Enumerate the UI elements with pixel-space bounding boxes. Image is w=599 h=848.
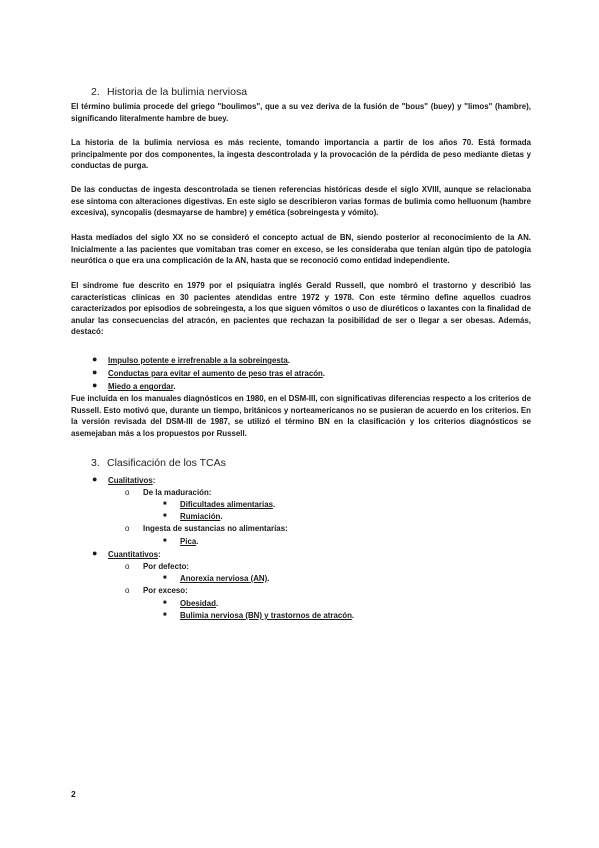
- circle-bullet-icon: o: [125, 586, 130, 595]
- section-3-heading: [91, 457, 226, 469]
- list-item: Bulimia nerviosa (BN) y trastornos de atracón.: [180, 611, 355, 620]
- circle-bullet-icon: o: [125, 562, 130, 571]
- list-item: Cualitativos:: [108, 476, 156, 485]
- bullet-icon: ●: [92, 548, 98, 558]
- list-item: Impulso potente e irrefrenable a la sobreingesta.: [108, 356, 290, 365]
- list-item: Rumiación.: [180, 512, 223, 521]
- section-3-number: 3.: [91, 457, 100, 469]
- square-bullet-icon: ■: [163, 600, 167, 606]
- list-item: Miedo a engordar.: [108, 382, 176, 391]
- section-2-number: 2.: [91, 86, 100, 98]
- bullet-icon: ●: [92, 380, 98, 390]
- paragraph-etymology: El término bulimia procede del griego "boulimos", que a su vez deriva de la fusión de "bous" (buey) y "limos" (hambre), significando literalmente hambre de buey.: [71, 102, 531, 123]
- square-bullet-icon: ■: [163, 538, 167, 544]
- paragraph-russell: El síndrome fue descrito en 1979 por el psiquiatra inglés Gerald Russell, que nombró el trastorno y describió las características clínicas en 30 pacientes atendidas entre 1972 y 1978. Con este término define aquellos cuadros caracterizados por episodios de sobreingesta, a los que siguen vómitos o uso de diuréticos o laxantes con la finalidad de anular las consecuencias del atracón, en pacientes que rechazan la posibilidad de ser o llegar a ser obesas. Además, destacó:: [71, 281, 531, 337]
- bullet-icon: ●: [92, 367, 98, 377]
- list-item: De la maduración:: [143, 488, 212, 497]
- circle-bullet-icon: o: [125, 524, 130, 533]
- list-item: Obesidad.: [180, 599, 219, 608]
- list-item: Pica.: [180, 537, 199, 546]
- square-bullet-icon: ■: [163, 575, 167, 581]
- paragraph-xviii-century: De las conductas de ingesta descontrolada se tienen referencias históricas desde el siglo XVIII, aunque se relacionaba ese síntoma con alteraciones digestivas. En este siglo se describieron varias formas de bulimia como helluonum (hambre excesiva), syncopalis (desmayarse de hambre) y emética (sobreingesta y vómito).: [71, 185, 531, 218]
- list-item: Conductas para evitar el aumento de peso tras el atracón.: [108, 369, 326, 378]
- paragraph-dsm: Fue incluida en los manuales diagnósticos en 1980, en el DSM-III, con significativas diferencias respecto a los criterios de Russell. Esto motivó que, durante un tiempo, británicos y norteamericanos no se pusieran de acuerdo en los criterios. En la versión revisada del DSM-III de 1987, se utilizó el término BN en la clasificación y los criterios diagnósticos se asemejaban más a los propuestos por Russell.: [71, 394, 531, 438]
- list-item: Cuantitativos:: [108, 550, 161, 559]
- bullet-icon: ●: [92, 474, 98, 484]
- list-item: Por exceso:: [143, 586, 188, 595]
- list-item: Por defecto:: [143, 562, 190, 571]
- square-bullet-icon: ■: [163, 513, 167, 519]
- list-item: Dificultades alimentarias.: [180, 500, 276, 509]
- circle-bullet-icon: o: [125, 488, 130, 497]
- section-2-heading: [91, 86, 247, 98]
- bullet-icon: ●: [92, 354, 98, 364]
- square-bullet-icon: ■: [163, 501, 167, 507]
- section-3-title: Clasificación de los TCAs: [107, 457, 226, 469]
- list-item: Anorexia nerviosa (AN).: [180, 574, 270, 583]
- section-2-title: Historia de la bulimia nerviosa: [107, 86, 248, 98]
- page-number: 2: [71, 789, 76, 799]
- paragraph-history: La historia de la bulimia nerviosa es más reciente, tomando importancia a partir de los años 70. Está formada principalmente por dos componentes, la ingesta descontrolada y la provocación de la pérdida de peso mediante dietas y conductas de purga.: [71, 138, 531, 171]
- square-bullet-icon: ■: [163, 612, 167, 618]
- paragraph-xx-century: Hasta mediados del siglo XX no se consideró el concepto actual de BN, siendo posterior al reconocimiento de la AN. Inicialmente a las pacientes que vomitaban tras comer en exceso, se les consideraba que tenían algún tipo de patología neurótica o que era una complicación de la AN, hasta que se reconoció como entidad independiente.: [71, 233, 531, 266]
- list-item: Ingesta de sustancias no alimentarias:: [143, 524, 288, 533]
